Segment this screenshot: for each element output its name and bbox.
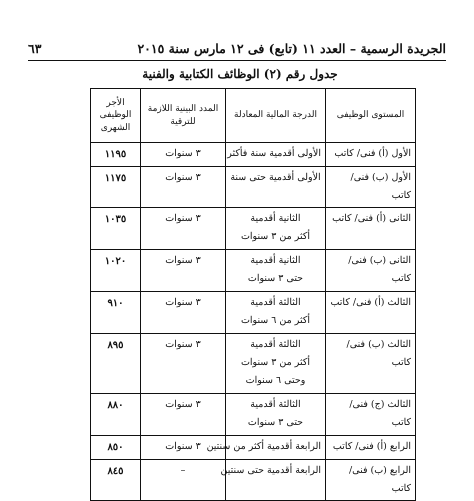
grade-line: الرابعة أقدمية أكثر من سنتين	[206, 441, 321, 453]
grade-line: أكثر من ٦ سنوات	[240, 315, 311, 327]
cell-wage: ٨٤٥	[91, 460, 141, 501]
grade-line: الثانية أقدمية	[250, 255, 301, 267]
cell-period: ٣ سنوات	[141, 292, 226, 334]
column-header-period: المدد البينية اللازمة للترقية	[141, 89, 226, 143]
cell-level: الثالث (أ) فنى/ كاتب	[326, 292, 416, 334]
table-row	[91, 292, 416, 334]
cell-wage: ١٠٢٠	[91, 250, 141, 292]
table-row	[91, 143, 416, 167]
cell-wage: ٨٥٠	[91, 436, 141, 460]
cell-level: الثالث (ج) فنى/ كاتب	[326, 394, 416, 436]
table-body	[91, 143, 416, 501]
grade-line: الرابعة أقدمية حتى سنتين	[220, 465, 321, 477]
cell-period: ٣ سنوات	[141, 250, 226, 292]
jobs-table	[90, 88, 416, 501]
cell-wage: ١١٧٥	[91, 167, 141, 208]
cell-period: ٣ سنوات	[141, 334, 226, 394]
cell-grade	[226, 394, 326, 436]
grade-line: الثالثة أقدمية	[250, 339, 301, 351]
cell-grade	[226, 208, 326, 250]
table-header-row	[91, 89, 416, 143]
cell-level: الثانى (ب) فنى/ كاتب	[326, 250, 416, 292]
column-header-grade: الدرجة المالية المعادلة	[226, 89, 326, 143]
cell-period: ٣ سنوات	[141, 208, 226, 250]
cell-level: الرابع (أ) فنى/ كاتب	[326, 436, 416, 460]
grade-line: حتى ٣ سنوات	[247, 273, 304, 285]
cell-period: ٣ سنوات	[141, 394, 226, 436]
cell-grade	[226, 143, 326, 167]
grade-line: أكثر من ٣ سنوات	[240, 231, 311, 243]
cell-grade	[226, 250, 326, 292]
cell-level: الأول (أ) فنى/ كاتب	[326, 143, 416, 167]
cell-wage: ٨٩٥	[91, 334, 141, 394]
header-rule	[28, 60, 446, 61]
cell-wage: ٩١٠	[91, 292, 141, 334]
cell-wage: ٨٨٠	[91, 394, 141, 436]
grade-line: الأولى أقدمية سنة فأكثر	[227, 148, 321, 159]
grade-line: الثانية أقدمية	[250, 213, 301, 225]
cell-wage: ١١٩٥	[91, 143, 141, 167]
page-header	[28, 38, 446, 58]
cell-period: –	[141, 460, 226, 501]
table-row	[91, 436, 416, 460]
cell-level: الثالث (ب) فنى/ كاتب	[326, 334, 416, 394]
grade-line: الثالثة أقدمية	[250, 297, 301, 309]
cell-grade	[206, 436, 326, 460]
table-row	[91, 460, 416, 501]
table-title: جدول رقم (٢) الوظائف الكتابية والفنية	[142, 67, 338, 81]
cell-grade	[226, 334, 326, 394]
column-header-level: المستوى الوظيفى	[326, 89, 416, 143]
table-row	[91, 208, 416, 250]
cell-period: ٣ سنوات	[141, 436, 226, 460]
table-row	[91, 250, 416, 292]
grade-line: حتى ٣ سنوات	[247, 417, 304, 429]
cell-grade	[226, 292, 326, 334]
table-row	[91, 167, 416, 208]
cell-wage: ١٠٣٥	[91, 208, 141, 250]
table-row	[91, 394, 416, 436]
cell-level: الثانى (أ) فنى/ كاتب	[326, 208, 416, 250]
column-header-wage: الأجر الوظيفى الشهرى	[91, 89, 141, 143]
grade-line: الثالثة أقدمية	[250, 399, 301, 411]
cell-grade	[226, 167, 326, 208]
gazette-title: الجريدة الرسمية – العدد ١١ (تابع) فى ١٢ مارس سنة ٢٠١٥	[137, 40, 446, 56]
cell-grade	[220, 460, 326, 501]
table-row	[91, 334, 416, 394]
cell-period: ٣ سنوات	[141, 143, 226, 167]
cell-period: ٣ سنوات	[141, 167, 226, 208]
grade-line: وحتى ٦ سنوات	[245, 375, 306, 387]
page-number: ٦٣	[28, 40, 42, 56]
cell-level: الرابع (ب) فنى/ كاتب	[326, 460, 416, 501]
grade-line: أكثر من ٣ سنوات	[240, 357, 311, 369]
cell-level: الأول (ب) فنى/ كاتب	[326, 167, 416, 208]
grade-line: الأولى أقدمية حتى سنة	[230, 172, 321, 183]
